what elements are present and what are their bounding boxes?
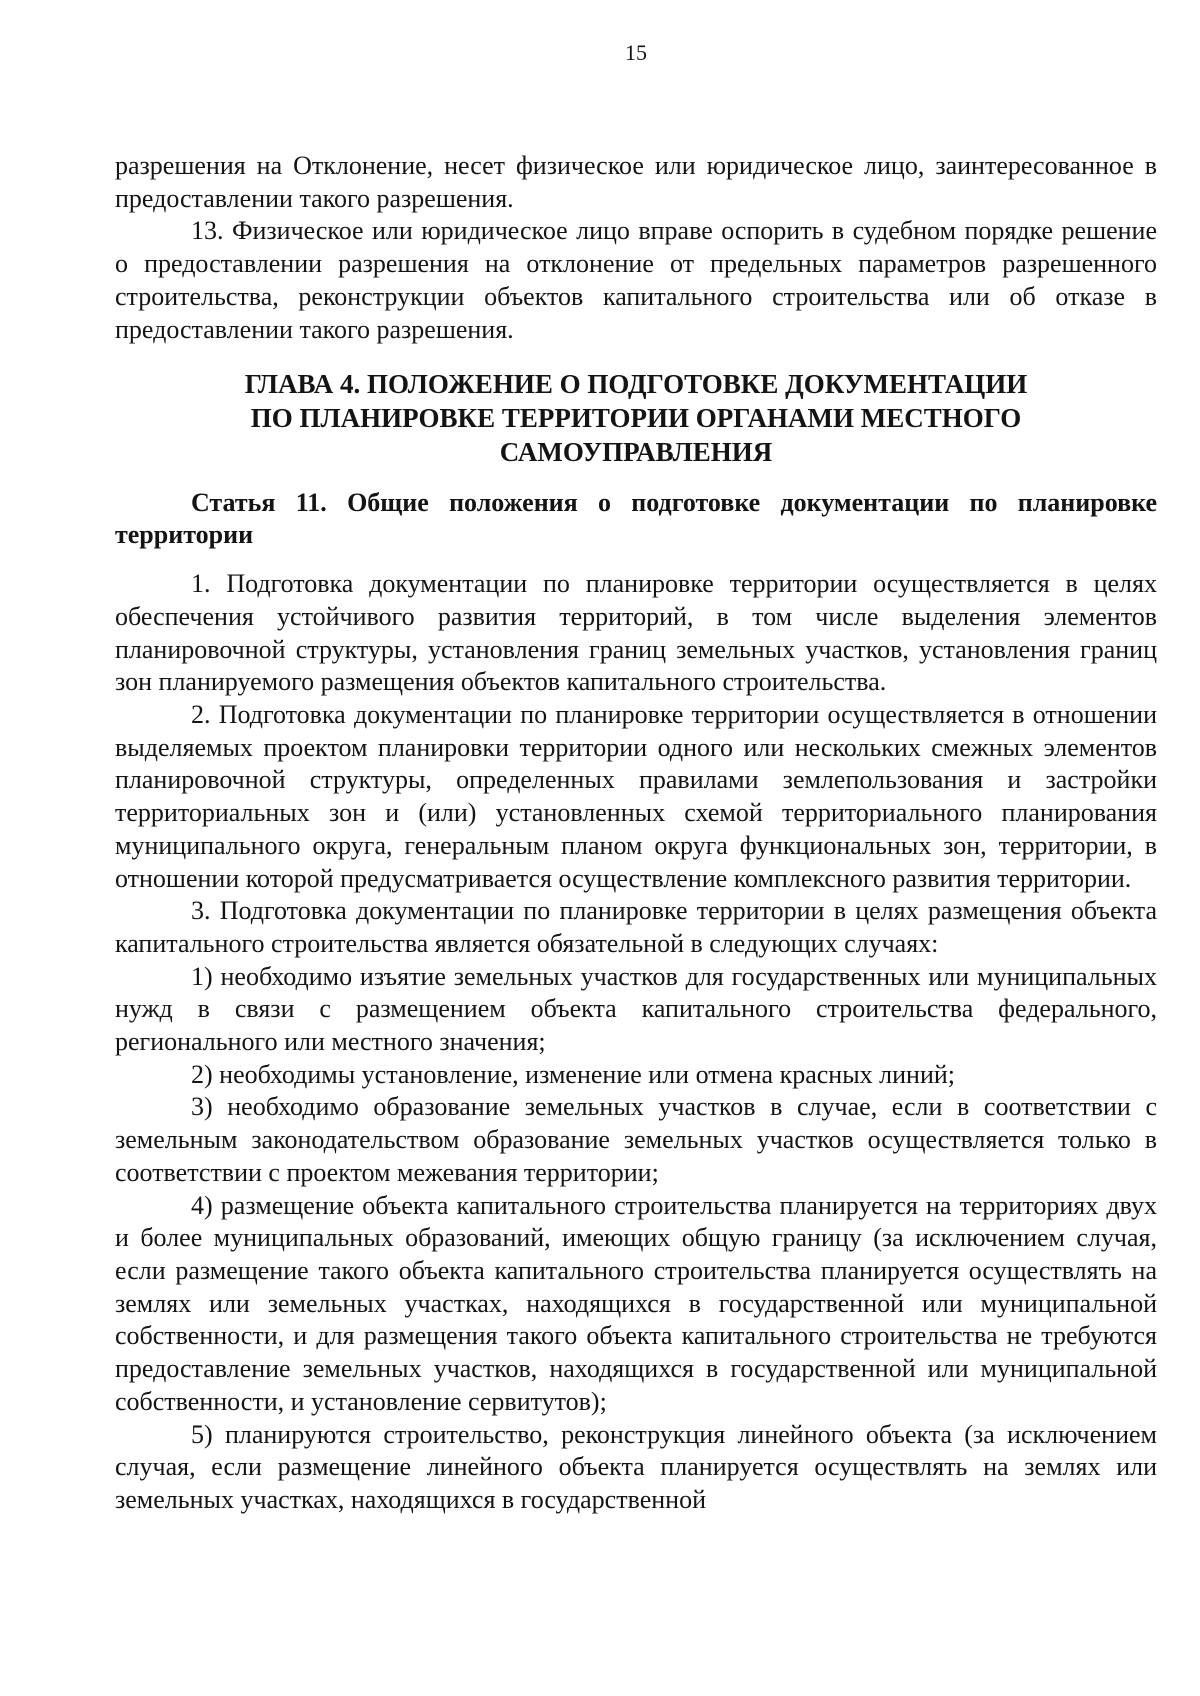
paragraph-continuation: разрешения на Отклонение, несет физическое или юридическое лицо, заинтересованное в предоставлении такого разрешения. bbox=[115, 151, 1157, 213]
chapter-title-line: ГЛАВА 4. ПОЛОЖЕНИЕ О ПОДГОТОВКЕ ДОКУМЕНТАЦИИ bbox=[244, 369, 1028, 400]
list-item-1: 1) необходимо изъятие земельных участков для государственных или муниципальных нужд в связи с размещением объекта капитального строительства федерального, регионального или местного значения; bbox=[115, 961, 1157, 1057]
list-item-3: 3) необходимо образование земельных участков в случае, если в соответствии с земельным законодательством образование земельных участков осуществляется только в соответствии с проектом межевания территории; bbox=[115, 1092, 1157, 1187]
chapter-title-line: ПО ПЛАНИРОВКЕ ТЕРРИТОРИИ ОРГАНАМИ МЕСТНОГО bbox=[250, 403, 1022, 434]
list-item-5: 5) планируются строительство, реконструкция линейного объекта (за исключением случая, если размещение линейного объекта планируется осуществлять на землях или земельных участках, находящихся в государственной bbox=[115, 1419, 1157, 1514]
article-paragraph-2: 2. Подготовка документации по планировке территории осуществляется в отношении выделяемых проектом планировки территории одного или нескольких смежных элементов планировочной структуры, определенных правилами землепользования и застройки территориальных зон и (или) установленных схемой территориального планирования муниципального округа, генеральным планом округа функциональных зон, территории, в отношении которой предусматривается осуществление комплексного развития территории. bbox=[115, 700, 1157, 893]
list-item-2: 2) необходимы установление, изменение или отмена красных линий; bbox=[191, 1059, 956, 1089]
paragraph-13: 13. Физическое или юридическое лицо вправе оспорить в судебном порядке решение о предоставлении разрешения на отклонение от предельных параметров разрешенного строительства, реконструкции объектов капитального строительства или об отказе в предоставлении такого разрешения. bbox=[115, 216, 1157, 344]
list-item-4: 4) размещение объекта капитального строительства планируется на территориях двух и более муниципальных образований, имеющих общую границу (за исключением случая, если размещение такого объекта капитального строительства планируется осуществлять на землях или земельных участках, находящихся в государственной или муниципальной собственности, и для размещения такого объекта капитального строительства не требуются предоставление земельных участков, находящихся в государственной или муниципальной собственности, и установление сервитутов); bbox=[115, 1190, 1157, 1416]
page-number: 15 bbox=[625, 40, 647, 65]
chapter-title bbox=[115, 367, 1157, 469]
article-paragraph-1: 1. Подготовка документации по планировке территории осуществляется в целях обеспечения устойчивого развития территорий, в том числе выделения элементов планировочной структуры, установления границ земельных участков, установления границ зон планируемого размещения объектов капитального строительства. bbox=[115, 569, 1157, 697]
document-page bbox=[115, 38, 1157, 1517]
chapter-title-line: САМОУПРАВЛЕНИЯ bbox=[499, 437, 773, 468]
article-paragraph-3: 3. Подготовка документации по планировке территории в целях размещения объекта капитального строительства является обязательной в следующих случаях: bbox=[115, 896, 1157, 958]
article-title: Статья 11. Общие положения о подготовке документации по планировке территории bbox=[115, 488, 1157, 550]
